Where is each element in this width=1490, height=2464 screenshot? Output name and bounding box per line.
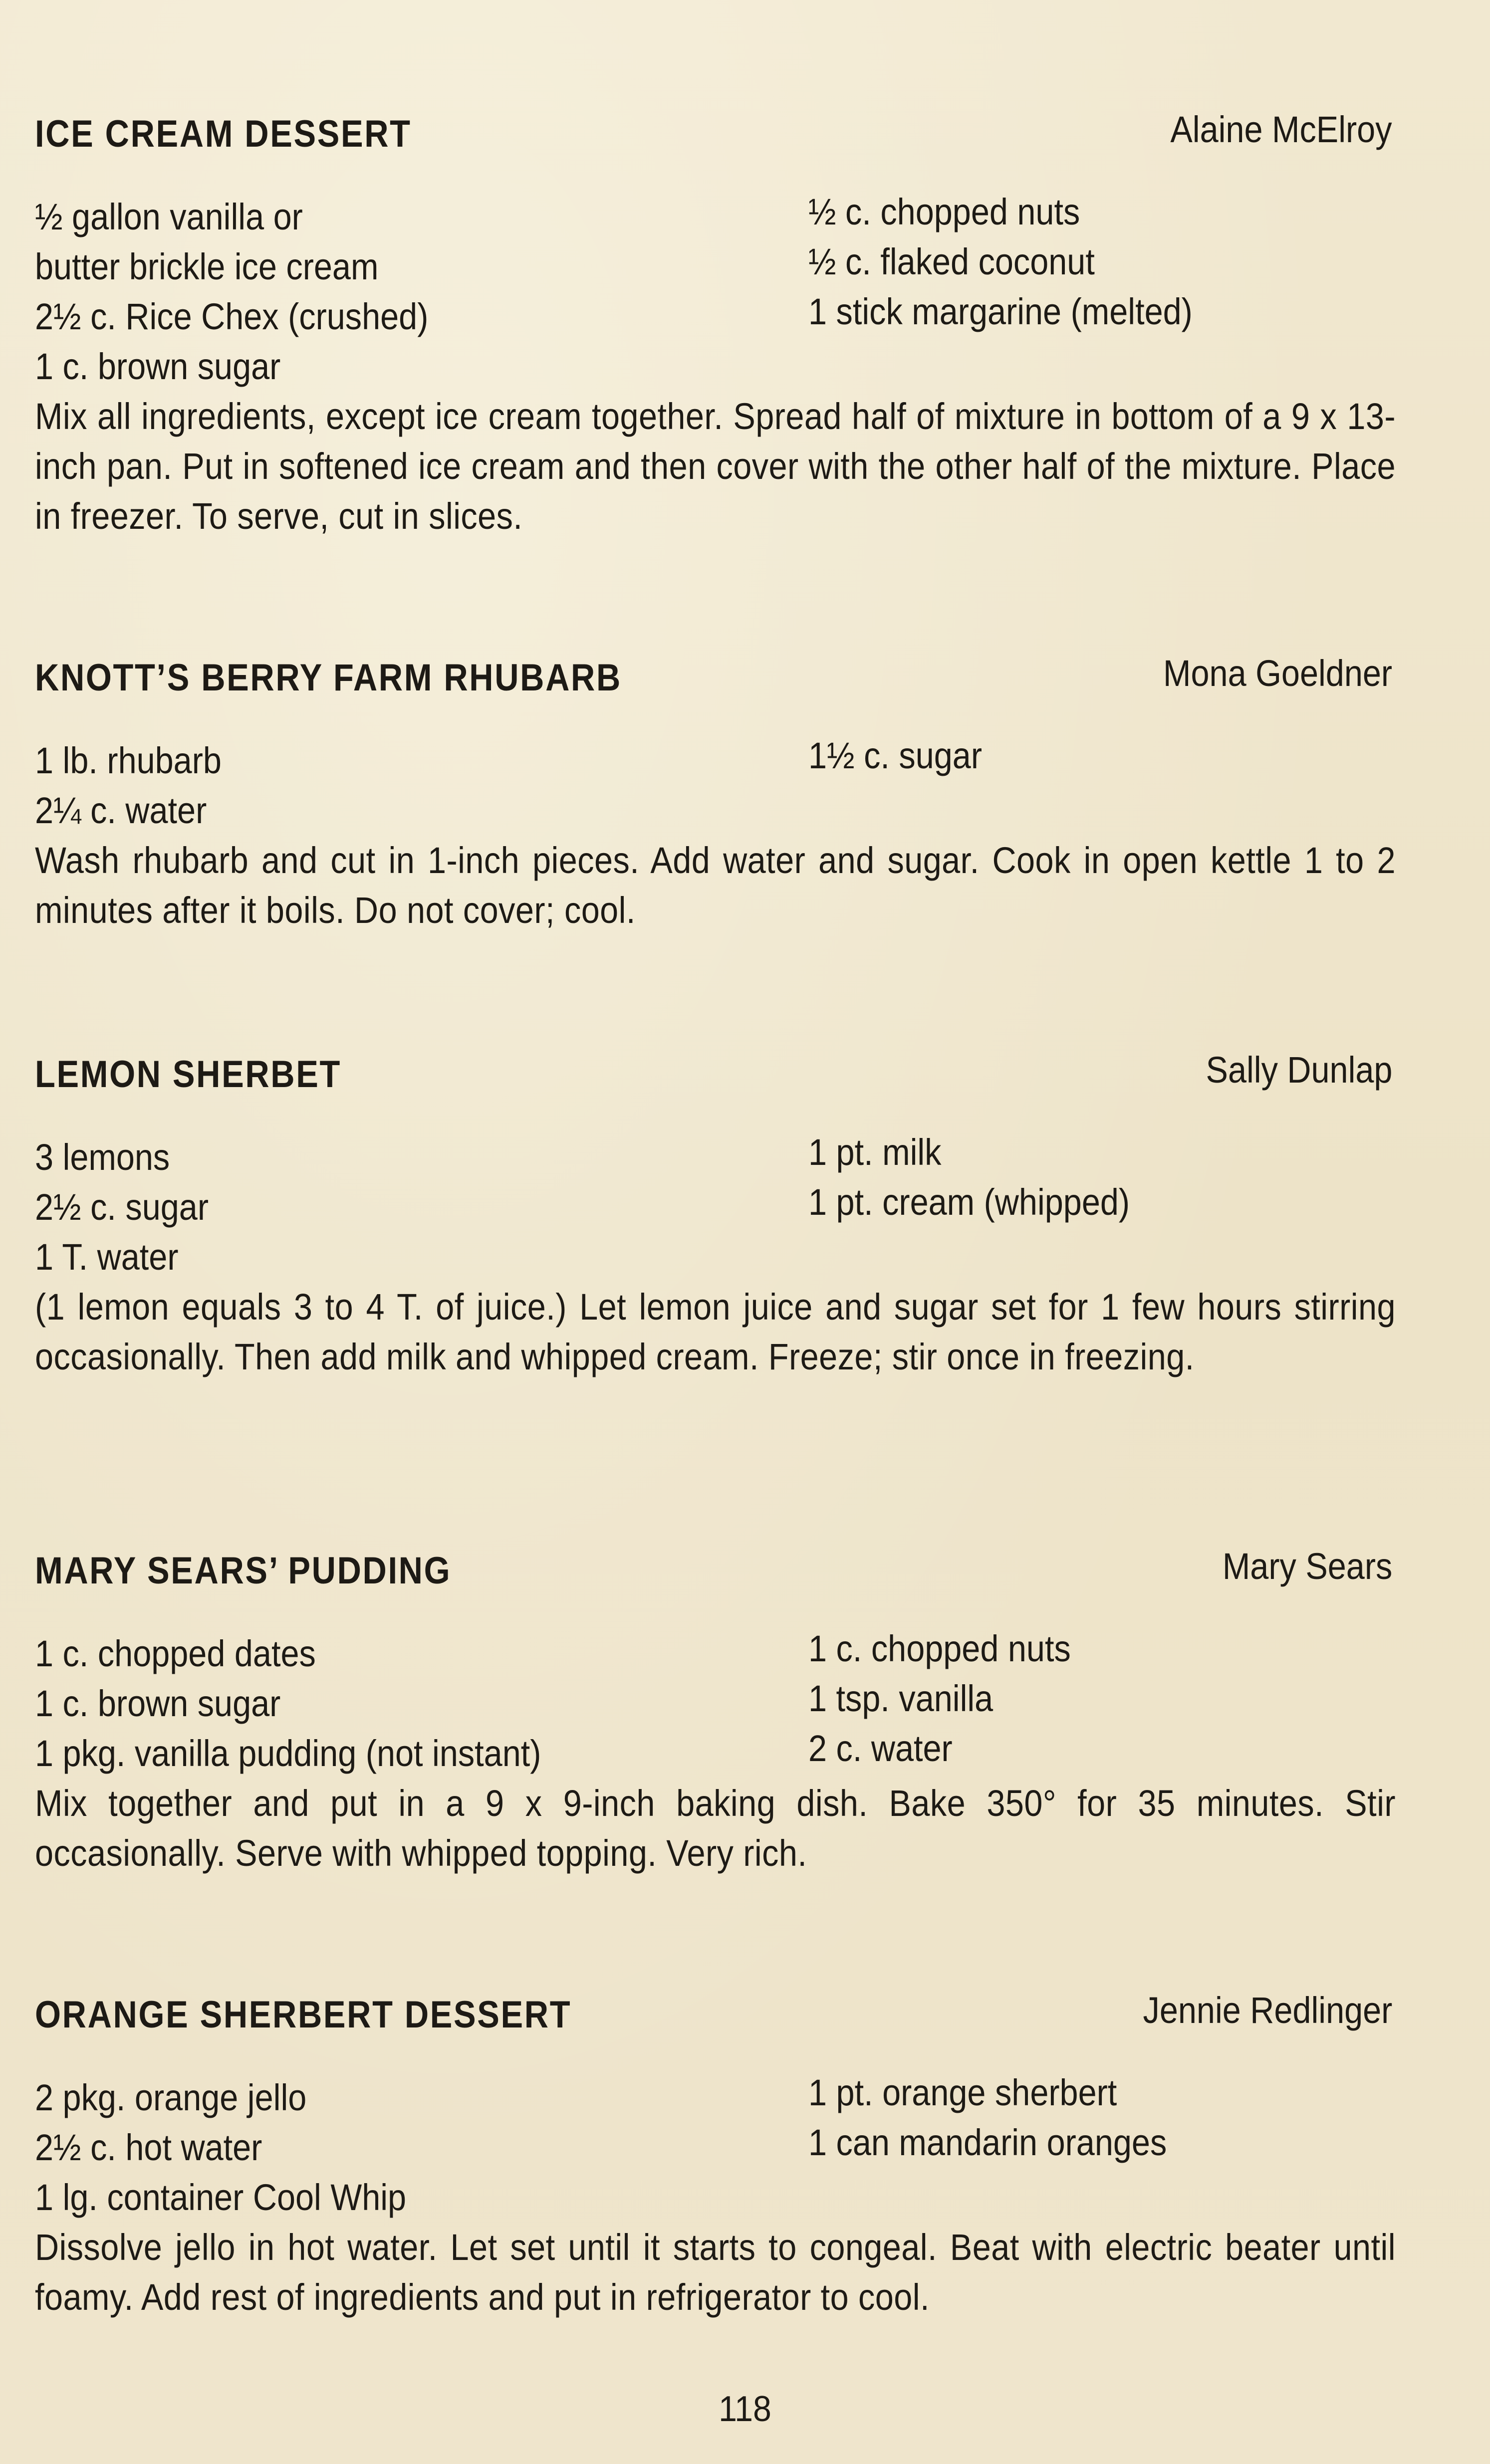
ingredient-line: 1 pkg. vanilla pudding (not instant) (35, 1733, 541, 1774)
ingredient-line: ½ c. flaked coconut (808, 241, 1095, 282)
recipe-lemon-sherbet (35, 1049, 1396, 1382)
ingredient-line: 1½ c. sugar (808, 735, 983, 776)
recipe-directions: Dissolve jello in hot water. Let set until it starts to congeal. Beat with electric beater until foamy. Add rest of ingredients and put in refrigerator to cool. (35, 2227, 1396, 2318)
recipe-directions: (1 lemon equals 3 to 4 T. of juice.) Let lemon juice and sugar set for 1 few hours stirring occasionally. Then add milk and whipped cream. Freeze; stir once in freezing. (35, 1286, 1396, 1377)
ingredient-line: 1 c. chopped dates (35, 1633, 316, 1674)
recipe-ice-cream-dessert (35, 109, 1396, 541)
ingredient-line: 1 can mandarin oranges (808, 2122, 1167, 2163)
recipe-title: KNOTT’S BERRY FARM RHUBARB (35, 657, 622, 699)
recipe-author: Jennie Redlinger (1143, 1990, 1392, 2031)
recipe-title: ICE CREAM DESSERT (35, 113, 412, 155)
recipe-directions: Mix together and put in a 9 x 9-inch baking dish. Bake 350° for 35 minutes. Stir occasionally. Serve with whipped topping. Very rich. (35, 1783, 1396, 1874)
recipe-header (35, 1990, 1392, 2043)
recipe-title: LEMON SHERBET (35, 1053, 341, 1096)
ingredients-right-column (808, 1629, 1392, 1779)
ingredients-list (35, 1629, 1392, 1779)
ingredients-list (35, 2073, 1392, 2223)
ingredients-list (35, 192, 1392, 392)
ingredient-line: 1 c. brown sugar (35, 1683, 281, 1724)
ingredient-line: 1 T. water (35, 1236, 179, 1278)
ingredients-right-column (808, 192, 1392, 392)
ingredient-line: 1 pt. milk (808, 1131, 942, 1173)
ingredient-line: 1 c. chopped nuts (808, 1628, 1071, 1669)
ingredient-line: 1 stick margarine (melted) (808, 291, 1193, 332)
ingredient-line: 2½ c. hot water (35, 2127, 262, 2168)
ingredients-right-column (808, 1132, 1392, 1282)
ingredients-left-column (35, 1132, 808, 1282)
ingredients-right-column (808, 2073, 1392, 2223)
ingredients-list (35, 1132, 1392, 1282)
recipe-knotts-berry-farm-rhubarb (35, 653, 1396, 935)
recipe-orange-sherbert-dessert (35, 1990, 1396, 2322)
ingredient-line: 1 lb. rhubarb (35, 740, 222, 781)
ingredient-line: 3 lemons (35, 1136, 170, 1178)
recipe-directions: Wash rhubarb and cut in 1-inch pieces. Add water and sugar. Cook in open kettle 1 to 2 minutes after it boils. Do not cover; cool. (35, 840, 1396, 931)
recipe-header (35, 653, 1392, 706)
ingredient-line: ½ c. chopped nuts (808, 191, 1080, 232)
page-number: 118 (719, 2389, 771, 2429)
recipe-title: ORANGE SHERBERT DESSERT (35, 1994, 572, 2036)
recipe-title: MARY SEARS’ PUDDING (35, 1550, 452, 1592)
recipe-directions: Mix all ingredients, except ice cream together. Spread half of mixture in bottom of a 9 x 13-inch pan. Put in softened ice cream and then cover with the other half of the mixture. Place in freezer. To serve, cut in slices. (35, 396, 1396, 537)
ingredient-line: 1 pt. orange sherbert (808, 2072, 1117, 2113)
recipe-author: Mona Goeldner (1163, 653, 1392, 694)
ingredient-line: 1 tsp. vanilla (808, 1678, 993, 1719)
recipe-header (35, 1546, 1392, 1599)
ingredient-line: 2¼ c. water (35, 790, 207, 831)
ingredient-line: 1 lg. container Cool Whip (35, 2177, 407, 2218)
ingredient-line: 2 c. water (808, 1728, 953, 1769)
recipe-author: Sally Dunlap (1206, 1049, 1392, 1091)
ingredients-left-column (35, 192, 808, 392)
ingredient-line: 2 pkg. orange jello (35, 2077, 307, 2118)
ingredients-right-column (808, 736, 1392, 836)
ingredient-line: 1 pt. cream (whipped) (808, 1181, 1130, 1223)
ingredients-left-column (35, 736, 808, 836)
ingredients-left-column (35, 1629, 808, 1779)
ingredients-left-column (35, 2073, 808, 2223)
ingredient-line: 2½ c. Rice Chex (crushed) (35, 296, 429, 337)
recipe-mary-sears-pudding (35, 1546, 1396, 1878)
recipe-author: Mary Sears (1222, 1546, 1392, 1587)
recipe-header (35, 1049, 1392, 1103)
ingredient-line: butter brickle ice cream (35, 246, 379, 287)
recipe-header (35, 109, 1392, 162)
ingredient-line: 1 c. brown sugar (35, 346, 281, 387)
ingredient-line: ½ gallon vanilla or (35, 196, 303, 237)
ingredients-list (35, 736, 1392, 836)
recipe-author: Alaine McElroy (1170, 109, 1392, 150)
ingredient-line: 2½ c. sugar (35, 1186, 209, 1228)
